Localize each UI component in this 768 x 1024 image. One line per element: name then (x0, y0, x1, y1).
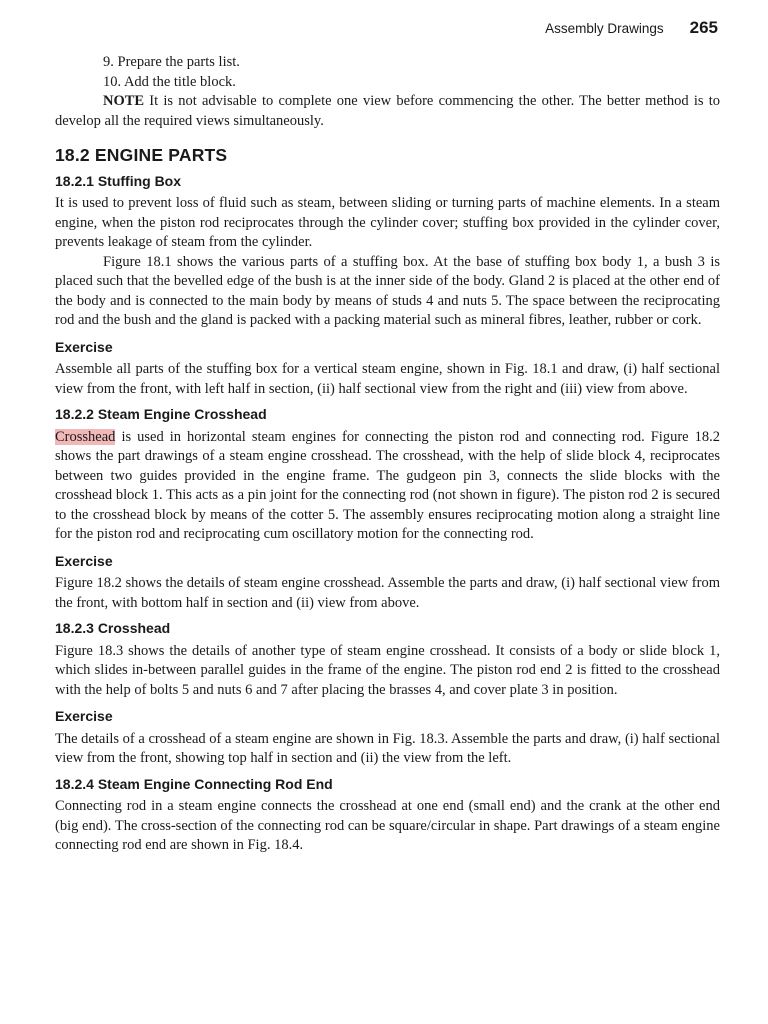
paragraph: Connecting rod in a steam engine connects the crosshead at one end (small end) and the crank at the other end (big end). The cross-section of the connecting rod can be square/circular in shape. Part drawings of a steam engine connecting rod end are shown in Fig. 18.4. (55, 798, 720, 853)
procedure-steps (55, 53, 720, 92)
exercise-text: Figure 18.2 shows the details of steam engine crosshead. Assemble the parts and draw, (i) half sectional view from the front, with bottom half in section and (ii) view from above. (55, 575, 720, 611)
exercise-text: The details of a crosshead of a steam engine are shown in Fig. 18.3. Assemble the parts and draw, (i) half sectional view from the front, showing top half in section and (ii) the view from the left. (55, 730, 720, 766)
running-head-title: Assembly Drawings (545, 21, 664, 36)
section-heading: 18.2 ENGINE PARTS (55, 145, 228, 165)
subsection-heading-crosshead: 18.2.3 Crosshead (55, 620, 171, 636)
note-paragraph (55, 92, 720, 131)
exercise-text: Assemble all parts of the stuffing box for a vertical steam engine, shown in Fig. 18.1 and draw, (i) half sectional view from the front, with left half in section, (ii) half sectional view from the right and (iii) view from above. (55, 361, 720, 397)
exercise-heading: Exercise (55, 338, 113, 355)
paragraph: It is used to prevent loss of fluid such as steam, between sliding or turning parts of machine elements. In a steam engine, when the piston rod reciprocates through the cylinder cover; stuffing box provided in the cylinder cover, prevents leakage of steam from the cylinder. (55, 195, 720, 250)
paragraph: Figure 18.1 shows the various parts of a stuffing box. At the base of stuffing box body 1, a bush 3 is placed such that the bevelled edge of the bush is at the inner side of the body. Gland 2 is placed at the other end of the body and is connected to the main body by means of studs 4 and nuts 5. The space between the reciprocating rod and the bush and the gland is packed with a packing material such as mineral fibres, leather, rubber or cork. (55, 253, 720, 328)
subsection-heading-steam-engine-crosshead: 18.2.2 Steam Engine Crosshead (55, 406, 267, 422)
page-body (55, 53, 720, 856)
step-item: 9. Prepare the parts list. (103, 54, 240, 70)
step-item: 10. Add the title block. (103, 73, 236, 90)
paragraph: Figure 18.3 shows the details of another type of steam engine crosshead. It consists of a body or slide block 1, which slides in-between parallel guides in the frame of the engine. The piston rod end 2 is fitted to the crosshead with the help of bolts 5 and nuts 6 and 7 after placing the brasses 4, and cover plate 3 in position. (55, 642, 720, 698)
page-number: 265 (689, 18, 718, 37)
note-text: It is not advisable to complete one view before commencing the other. The better method is to develop all the required views simultaneously. (55, 93, 720, 129)
note-label: NOTE (103, 93, 145, 109)
exercise-heading: Exercise (55, 708, 113, 724)
highlighted-word[interactable]: Crosshead (55, 428, 116, 445)
running-head (545, 18, 718, 38)
paragraph-text: is used in horizontal steam engines for connecting the piston rod and connecting rod. Figure 18.2 shows the part drawings of a steam engine crosshead. The crosshead, with the help of slide block 4, reciprocates between two guides provided in the engine frame. The gudgeon pin 3, connects the slide blocks with the crosshead block 1. This acts as a pin joint for the connecting rod (not shown in figure). The piston rod 2 is secured to the crosshead block by means of the cotter 5. The assembly ensures reciprocating motion along a straight line for the piston rod and reciprocating cum oscillatory motion for the connecting rod. (55, 428, 720, 542)
exercise-heading: Exercise (55, 552, 113, 569)
subsection-heading-stuffing-box: 18.2.1 Stuffing Box (55, 172, 182, 189)
subsection-heading-connecting-rod-end: 18.2.4 Steam Engine Connecting Rod End (55, 775, 333, 792)
paragraph (55, 428, 720, 545)
